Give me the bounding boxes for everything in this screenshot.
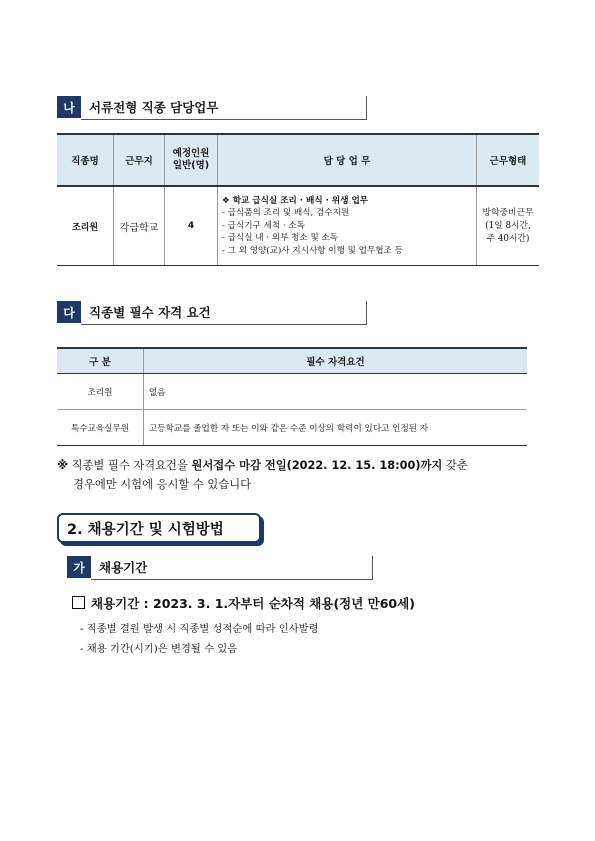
- section-2-heading: [57, 513, 261, 543]
- column-header: 구 분: [57, 348, 144, 374]
- section-title: 서류전형 직종 담당업무: [89, 100, 219, 115]
- table-row: [57, 410, 527, 446]
- divider: [366, 96, 367, 120]
- work-type-line: 방학중비근무: [482, 207, 534, 218]
- work-type-line: (1일 8시간,: [485, 220, 531, 231]
- table-row: [57, 186, 539, 266]
- section-tag: 나: [57, 96, 81, 118]
- duty-cell: [218, 186, 477, 266]
- duty-table: [57, 133, 539, 266]
- divider: [372, 556, 373, 580]
- section-tag: 가: [67, 556, 91, 578]
- work-type-cell: [477, 186, 540, 266]
- period-item: - 채용 기간(시기)은 변경될 수 있음: [80, 643, 238, 655]
- note-line2: 경우에만 시험에 응시할 수 있습니다: [73, 478, 252, 491]
- section-heading-ga: [67, 556, 373, 580]
- column-header: 직종명: [57, 134, 114, 186]
- eligibility-note: [57, 456, 542, 494]
- section-heading-na: [57, 96, 367, 120]
- requirements-table: [57, 347, 527, 446]
- category-cell: 조리원: [57, 374, 144, 410]
- table-row: [57, 374, 527, 410]
- work-type-line: 주 40시간): [486, 233, 530, 244]
- duty-item: - 급식실 내 · 외부 청소 및 소독: [222, 233, 339, 244]
- column-header: 근무지: [114, 134, 165, 186]
- note-mark: ※: [57, 459, 68, 472]
- period-line: [72, 594, 415, 612]
- note-text: 직종별 필수 자격요건을: [67, 459, 192, 472]
- duty-item: - 급식기구 세척 · 소독: [222, 220, 305, 231]
- section-heading-da: [57, 301, 367, 325]
- duty-item: - 그 외 영양(교)사 지시사항 이행 및 업무협조 등: [222, 245, 403, 256]
- requirement-cell: 없음: [144, 374, 528, 410]
- section-title: 채용기간: [99, 560, 148, 575]
- divider: [91, 579, 373, 580]
- duty-heading: ❖ 학교 급식실 조리 · 배식 · 위생 업무: [222, 195, 369, 206]
- checkbox-icon: [72, 596, 85, 609]
- column-header: 예정인원 일반(명): [165, 134, 218, 186]
- location-cell: 각급학교: [114, 186, 165, 266]
- period-text: 채용기간 : 2023. 3. 1.자부터 순차적 채용(정년 만60세): [91, 596, 415, 611]
- note-deadline: 원서접수 마감 전일(2022. 12. 15. 18:00)까지: [191, 459, 443, 472]
- column-header: 담 당 업 무: [218, 134, 477, 186]
- divider: [81, 324, 367, 325]
- period-item: - 직종별 결원 발생 시 직종별 성적순에 따라 인사발령: [80, 623, 319, 635]
- divider: [81, 119, 367, 120]
- job-cell: 조리원: [57, 186, 114, 266]
- note-text: 갖춘: [442, 459, 468, 472]
- column-header: 필수 자격요건: [144, 348, 528, 374]
- section-tag: 다: [57, 301, 81, 323]
- category-cell: 특수교육실무원: [57, 410, 144, 446]
- duty-item: - 급식품의 조리 및 배식, 검수지원: [222, 208, 350, 219]
- section-title: 2. 채용기간 및 시험방법: [67, 522, 224, 538]
- section-title: 직종별 필수 자격 요건: [89, 305, 211, 320]
- divider: [366, 301, 367, 325]
- requirement-cell: 고등학교를 졸업한 자 또는 이와 같은 수준 이상의 학력이 있다고 인정된 자: [144, 410, 528, 446]
- column-header: 근무형태: [477, 134, 540, 186]
- count-cell: 4: [165, 186, 218, 266]
